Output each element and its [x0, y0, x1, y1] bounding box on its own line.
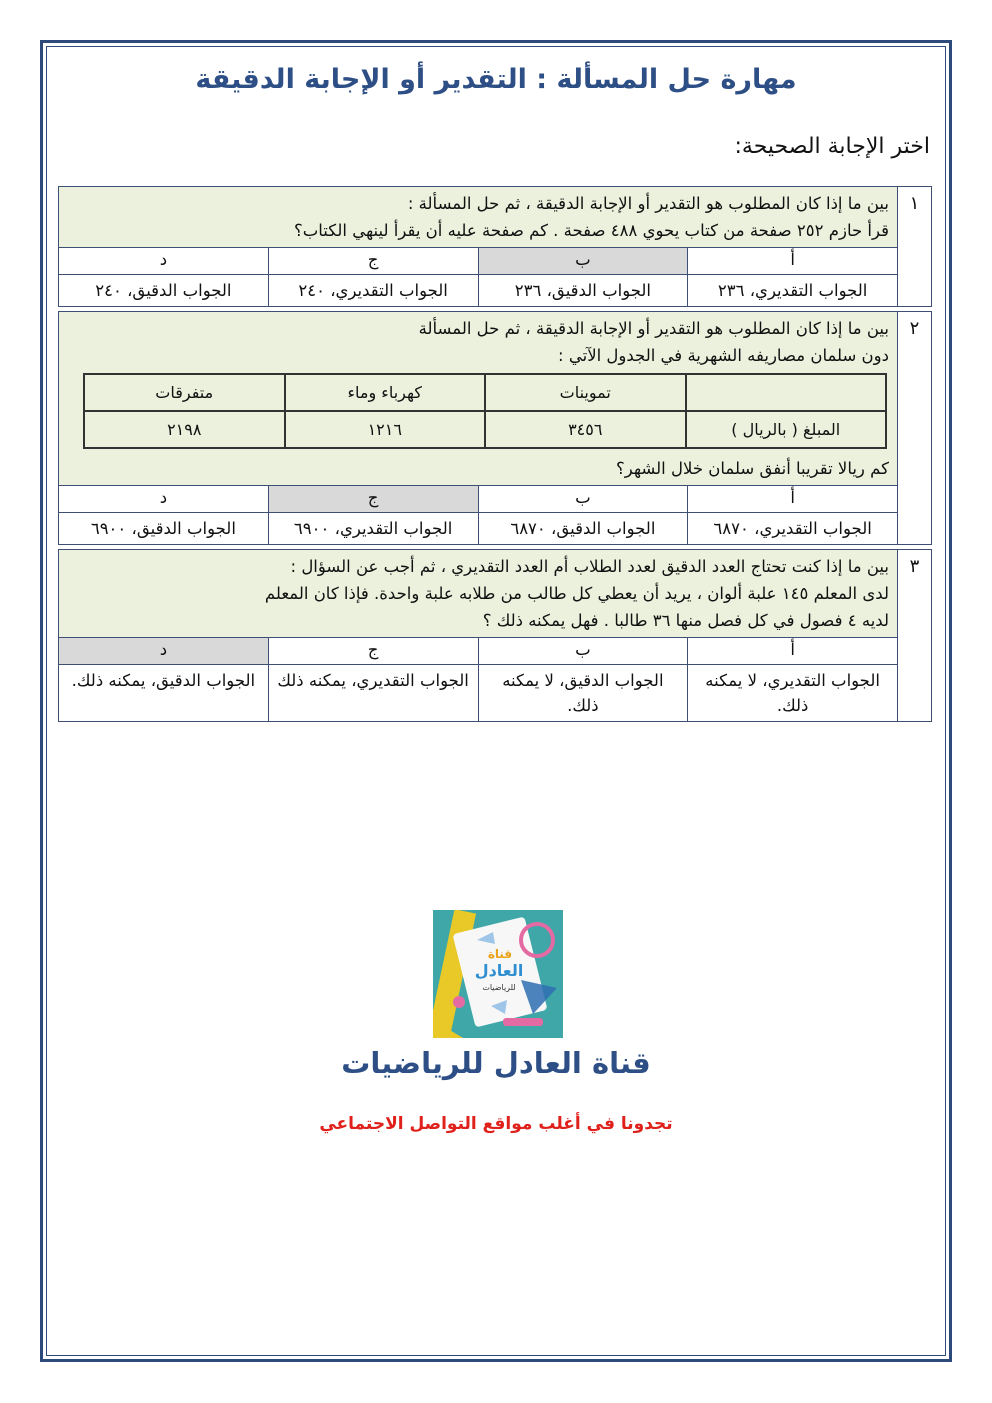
option-answer-d[interactable]: الجواب الدقيق، ٢٤٠	[59, 275, 269, 307]
page-title: مهارة حل المسألة : التقدير أو الإجابة الدقيقة	[195, 64, 797, 95]
social-text: تجدونا في أغلب مواقع التواصل الاجتماعي	[319, 1114, 673, 1134]
option-letter-c-selected[interactable]: ج	[268, 486, 478, 513]
option-letter-a[interactable]: أ	[688, 248, 898, 275]
question-3-text	[59, 550, 898, 638]
question-number: ٢	[898, 312, 932, 545]
option-answer-c[interactable]: الجواب التقديري، يمكنه ذلك	[268, 665, 478, 722]
expenses-values-row	[84, 411, 886, 448]
option-answer-d[interactable]: الجواب الدقيق، ٦٩٠٠	[59, 513, 269, 545]
question-line: كم ريالا تقريبا أنفق سلمان خلال الشهر؟	[615, 459, 889, 478]
expenses-header-row	[84, 374, 886, 411]
question-2-text	[59, 312, 898, 486]
option-answer-b[interactable]: الجواب الدقيق، ٢٣٦	[478, 275, 688, 307]
expenses-header-groceries: تموينات	[485, 374, 686, 411]
option-answer-b[interactable]: الجواب الدقيق، ٦٨٧٠	[478, 513, 688, 545]
question-1-row	[59, 187, 932, 248]
option-answer-d[interactable]: الجواب الدقيق، يمكنه ذلك.	[59, 665, 269, 722]
channel-logo	[433, 910, 563, 1038]
question-3-letters	[59, 638, 932, 665]
question-line: بين ما إذا كان المطلوب هو التقدير أو الإجابة الدقيقة ، ثم حل المسألة :	[407, 194, 889, 213]
questions-table	[58, 186, 932, 722]
logo-text-line3: للرياضيات	[482, 983, 516, 992]
option-letter-d[interactable]: د	[59, 486, 269, 513]
question-3-row	[59, 550, 932, 638]
option-letter-d[interactable]: د	[59, 248, 269, 275]
option-letter-a[interactable]: أ	[688, 638, 898, 665]
question-3-answers	[59, 665, 932, 722]
question-number: ١	[898, 187, 932, 307]
option-letter-b[interactable]: ب	[478, 638, 688, 665]
option-letter-b-selected[interactable]: ب	[478, 248, 688, 275]
question-line: لديه ٤ فصول في كل فصل منها ٣٦ طالبا . فهل يمكنه ذلك ؟	[482, 611, 889, 630]
option-answer-c[interactable]: الجواب التقديري، ٦٩٠٠	[268, 513, 478, 545]
option-letter-c[interactable]: ج	[268, 638, 478, 665]
option-letter-a[interactable]: أ	[688, 486, 898, 513]
instruction-text: اختر الإجابة الصحيحة:	[734, 134, 930, 159]
expenses-header-utilities: كهرباء وماء	[285, 374, 486, 411]
expenses-value-groceries: ٣٤٥٦	[485, 411, 686, 448]
option-letter-b[interactable]: ب	[478, 486, 688, 513]
expenses-value-utilities: ١٢١٦	[285, 411, 486, 448]
expenses-header-empty	[686, 374, 887, 411]
option-answer-c[interactable]: الجواب التقديري، ٢٤٠	[268, 275, 478, 307]
expenses-row-label: المبلغ ( بالريال )	[686, 411, 887, 448]
question-line: قرأ حازم ٢٥٢ صفحة من كتاب يحوي ٤٨٨ صفحة . كم صفحة عليه أن يقرأ لينهي الكتاب؟	[293, 221, 889, 240]
question-2-answers	[59, 513, 932, 545]
option-answer-a[interactable]: الجواب التقديري، ٦٨٧٠	[688, 513, 898, 545]
option-letter-d-selected[interactable]: د	[59, 638, 269, 665]
logo-text-line1: قناة	[487, 947, 513, 961]
channel-name: قناة العادل للرياضيات	[341, 1046, 651, 1080]
question-line: بين ما إذا كنت تحتاج العدد الدقيق لعدد الطلاب أم العدد التقديري ، ثم أجب عن السؤال :	[290, 557, 889, 576]
option-answer-a[interactable]: الجواب التقديري، ٢٣٦	[688, 275, 898, 307]
option-answer-b[interactable]: الجواب الدقيق، لا يمكنه ذلك.	[478, 665, 688, 722]
option-answer-a[interactable]: الجواب التقديري، لا يمكنه ذلك.	[688, 665, 898, 722]
expenses-header-misc: متفرقات	[84, 374, 285, 411]
question-line: بين ما إذا كان المطلوب هو التقدير أو الإجابة الدقيقة ، ثم حل المسألة	[418, 319, 889, 338]
option-letter-c[interactable]: ج	[268, 248, 478, 275]
logo-text-line2: العادل	[474, 961, 524, 980]
question-number: ٣	[898, 550, 932, 722]
expenses-value-misc: ٢١٩٨	[84, 411, 285, 448]
question-1-answers	[59, 275, 932, 307]
question-line: دون سلمان مصاريفه الشهرية في الجدول الآتي :	[558, 346, 889, 365]
question-line: لدى المعلم ١٤٥ علبة ألوان ، يريد أن يعطي كل طالب من طلابه علبة واحدة. فإذا كان المعلم	[264, 584, 889, 603]
question-1-text	[59, 187, 898, 248]
expenses-table	[83, 373, 887, 449]
question-2-letters	[59, 486, 932, 513]
logo-artwork	[433, 910, 563, 1038]
question-2-row	[59, 312, 932, 486]
question-1-letters	[59, 248, 932, 275]
